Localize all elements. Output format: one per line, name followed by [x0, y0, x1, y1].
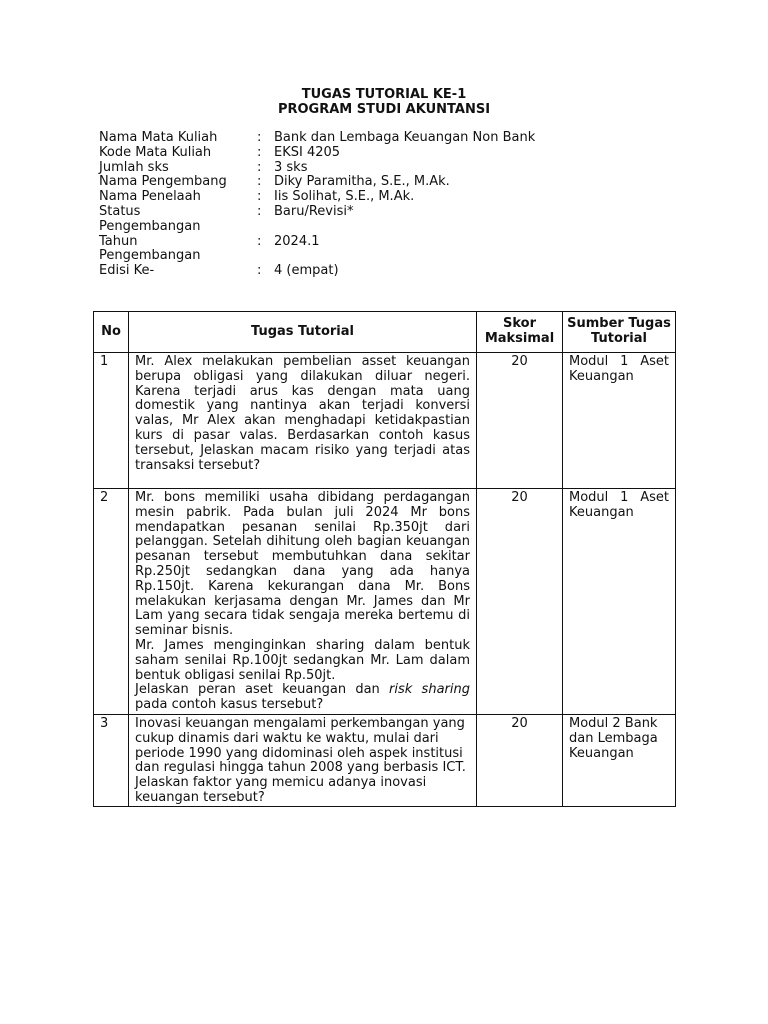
info-label: Edisi Ke- [99, 263, 155, 279]
table-row [94, 715, 676, 807]
task-paragraph: Inovasi keuangan mengalami perkembangan yang cukup dinamis dari waktu ke waktu, mulai dari periode 1990 yang didominasi oleh aspek institusi dan regulasi hingga tahun 2008 yang berbasis ICT. Jelaskan faktor yang memicu adanya inovasi keuangan tersebut? [135, 716, 466, 805]
task-text [129, 353, 477, 489]
task-source: Modul 1 Aset Keuangan [563, 489, 676, 715]
info-row-course-code [99, 146, 535, 161]
task-text [129, 715, 477, 807]
task-question-text-end: pada contoh kasus tersebut? [135, 697, 324, 713]
info-row-year [99, 235, 535, 250]
document-title: TUGAS TUTORIAL KE-1 [301, 87, 467, 102]
info-colon: : [257, 174, 262, 190]
table-row [94, 353, 676, 489]
task-source: Modul 1 Aset Keuangan [563, 353, 676, 489]
max-score: 20 [477, 715, 563, 807]
info-colon: : [257, 159, 262, 175]
info-colon: : [257, 130, 262, 145]
info-label: Pengembangan [99, 218, 201, 234]
info-value: EKSI 4205 [274, 144, 341, 160]
info-row-developer [99, 175, 535, 190]
max-score: 20 [477, 353, 563, 489]
info-row-course-name [99, 131, 535, 146]
document-subtitle: PROGRAM STUDI AKUNTANSI [277, 102, 491, 117]
task-paragraph: Mr. Alex melakukan pembelian asset keuangan berupa obligasi yang dilakukan diluar negeri. Karena terjadi arus kas dengan mata uang domestik yang nantinya akan terjadi konversi valas, Mr Alex akan menghadapi ketidakpastian kurs di pasar valas. Berdasarkan contoh kasus tersebut, Jelaskan macam risiko yang terjadi atas transaksi tersebut? [135, 354, 470, 473]
info-value: 3 sks [274, 159, 308, 175]
info-value: 2024.1 [274, 233, 320, 249]
info-row-reviewer [99, 190, 535, 205]
info-colon [257, 220, 274, 235]
task-text [129, 489, 477, 715]
info-label: Nama Mata Kuliah [99, 130, 218, 145]
info-colon: : [257, 233, 262, 249]
header-no: No [94, 312, 129, 353]
info-label: Jumlah sks [99, 159, 169, 175]
info-value: Diky Paramitha, S.E., M.Ak. [274, 174, 450, 190]
info-value: Bank dan Lembaga Keuangan Non Bank [274, 130, 536, 145]
info-value: Iis Solihat, S.E., M.Ak. [274, 189, 415, 205]
table-row [94, 489, 676, 715]
info-row-credits [99, 161, 535, 176]
info-colon: : [257, 144, 262, 160]
info-label: Kode Mata Kuliah [99, 144, 212, 160]
task-paragraph: Mr. bons memiliki usaha dibidang perdagangan mesin pabrik. Pada bulan juli 2024 Mr bons mendapatkan pesanan senilai Rp.350jt dari pelanggan. Setelah dihitung oleh bagian keuangan pesanan tersebut membutuhkan dana sekitar Rp.250jt sedangkan dana yang ada hanya Rp.150jt. Karena kekurangan dana Mr. Bons melakukan kerjasama dengan Mr. James dan Mr Lam yang secara tidak sengaja mereka bertemu di seminar bisnis. [135, 490, 470, 639]
course-info [99, 131, 535, 279]
info-label: Nama Penelaah [99, 189, 201, 205]
info-colon: : [257, 263, 262, 279]
info-colon: : [257, 203, 262, 219]
task-question-italic: risk sharing [389, 682, 470, 698]
table-header-row [94, 312, 676, 353]
info-label: Tahun [99, 233, 138, 249]
header-task: Tugas Tutorial [129, 312, 477, 353]
info-row-status-cont [99, 220, 535, 235]
task-paragraph-question [135, 683, 470, 713]
max-score: 20 [477, 489, 563, 715]
row-number: 1 [94, 353, 129, 489]
header-source: Sumber Tugas Tutorial [563, 312, 676, 353]
info-colon: : [257, 189, 262, 205]
row-number: 2 [94, 489, 129, 715]
header-max-score: Skor Maksimal [477, 312, 563, 353]
info-row-year-cont [99, 249, 535, 264]
tutorial-task-table [93, 311, 676, 807]
info-label: Pengembangan [99, 248, 201, 264]
info-value: Baru/Revisi* [274, 203, 354, 219]
task-paragraph: Mr. James menginginkan sharing dalam bentuk saham senilai Rp.100jt sedangkan Mr. Lam dalam bentuk obligasi senilai Rp.50jt. [135, 637, 470, 683]
info-row-edition [99, 264, 535, 279]
info-label: Status [99, 203, 141, 219]
info-row-status [99, 205, 535, 220]
row-number: 3 [94, 715, 129, 807]
info-colon [257, 249, 274, 264]
task-source: Modul 2 Bank dan Lembaga Keuangan [563, 715, 676, 807]
info-value: 4 (empat) [274, 263, 339, 279]
task-question-text: Jelaskan peran aset keuangan dan [135, 682, 390, 698]
info-label: Nama Pengembang [99, 174, 227, 190]
